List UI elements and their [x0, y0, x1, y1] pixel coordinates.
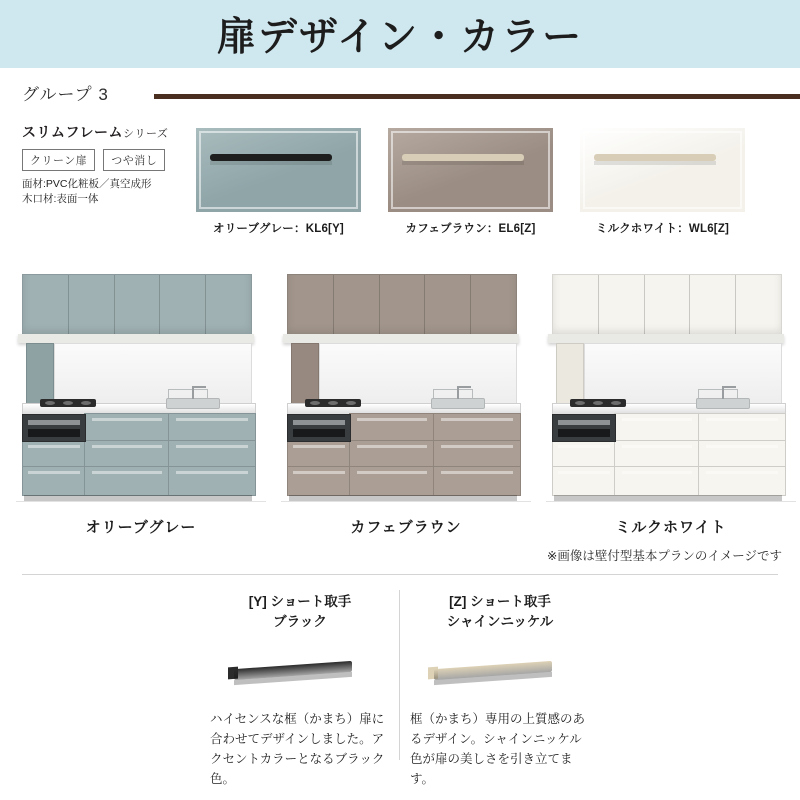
- sink-icon: [166, 398, 220, 409]
- upper-cabinet-door: [288, 275, 334, 337]
- side-board: [26, 343, 54, 407]
- oven-control-panel: [558, 420, 610, 425]
- kitchen-render-olive-gray: [16, 258, 266, 548]
- cabinet-drawer: [84, 413, 170, 442]
- door-handle-icon: [594, 154, 716, 161]
- side-board: [556, 343, 584, 407]
- door-handle-icon: [210, 154, 332, 161]
- range-hood-shelf: [548, 334, 784, 343]
- floor-line: [16, 501, 266, 502]
- cooktop-icon: [305, 399, 361, 407]
- cabinet-drawer: [614, 413, 700, 442]
- series-chip-clean-door: クリーン扉: [22, 149, 95, 171]
- group-row: [22, 80, 778, 106]
- cabinet-drawer: [84, 440, 170, 468]
- upper-cabinet-door: [690, 275, 736, 337]
- door-swatch-olive-gray: [196, 128, 361, 235]
- cabinet-drawer: [84, 466, 170, 496]
- upper-cabinet-door: [334, 275, 380, 337]
- drawer-pull: [28, 471, 80, 474]
- cabinet-drawer: [168, 440, 256, 468]
- door-panel-graphic: [388, 128, 553, 212]
- cabinet-drawer: [22, 440, 86, 468]
- faucet-icon: [457, 386, 459, 399]
- back-panel: [319, 343, 517, 407]
- kitchen-render-gallery: [12, 258, 792, 548]
- upper-cabinet-door: [115, 275, 161, 337]
- door-handle-icon: [402, 154, 524, 161]
- handle-title-line2: シャインニッケル: [446, 614, 554, 630]
- door-swatch-caption: カフェブラウン：EL6[Z]: [405, 223, 536, 235]
- cabinet-drawer: [552, 466, 616, 496]
- oven-control-panel: [293, 420, 345, 425]
- door-swatch-caption: ミルクホワイト：WL6[Z]: [595, 223, 730, 235]
- series-chip-matte: つや消し: [103, 149, 165, 171]
- oven-glass: [28, 429, 80, 437]
- handle-title: [210, 592, 390, 633]
- drawer-pull: [176, 418, 248, 421]
- drawer-pull: [558, 445, 610, 448]
- handle-description: 框（かまち）専用の上質感のあるデザイン。シャインニッケル色が扉の美しさを引き立てます。: [410, 711, 586, 786]
- floor-line: [546, 501, 796, 502]
- page-header: [0, 0, 800, 68]
- drawer-pull: [441, 418, 513, 421]
- kitchen-caption: オリーブグレー: [85, 519, 197, 536]
- page-title: 扉デザイン・カラー: [216, 16, 584, 59]
- sink-icon: [696, 398, 750, 409]
- cabinet-drawer: [287, 466, 351, 496]
- handle-title: [410, 592, 590, 633]
- cabinet-drawer: [698, 413, 786, 442]
- image-disclaimer-note: ※画像は壁付型基本プランのイメージです: [546, 549, 782, 563]
- drawer-pull: [622, 418, 693, 421]
- upper-cabinet-door: [645, 275, 691, 337]
- upper-cabinet-door: [599, 275, 645, 337]
- cabinet-drawer: [349, 440, 435, 468]
- upper-cabinets: [22, 274, 252, 338]
- built-in-oven-icon: [22, 414, 86, 442]
- series-spec: [22, 177, 222, 207]
- upper-cabinets: [552, 274, 782, 338]
- drawer-pull: [176, 445, 248, 448]
- handle-title-line1: [Y] ショート取手: [248, 594, 352, 609]
- cabinet-drawer: [287, 440, 351, 468]
- upper-cabinet-door: [553, 275, 599, 337]
- drawer-pull: [622, 445, 693, 448]
- cooktop-icon: [570, 399, 626, 407]
- oven-glass: [293, 429, 345, 437]
- drawer-pull: [357, 418, 428, 421]
- drawer-pull: [293, 471, 345, 474]
- upper-cabinet-door: [471, 275, 516, 337]
- upper-cabinet-door: [69, 275, 115, 337]
- drawer-pull: [706, 471, 778, 474]
- upper-cabinet-door: [23, 275, 69, 337]
- handle-illustration: [410, 639, 590, 703]
- drawer-pull: [92, 445, 163, 448]
- upper-cabinet-door: [380, 275, 426, 337]
- cabinet-drawer: [698, 440, 786, 468]
- section-divider: [22, 574, 778, 575]
- drawer-pull: [441, 445, 513, 448]
- cabinet-drawer: [168, 413, 256, 442]
- kitchen-render-cafe-brown: [281, 258, 531, 548]
- door-swatch-milk-white: [580, 128, 745, 235]
- handle-description: ハイセンスな框（かまち）扉に合わせてデザインしました。アクセントカラーとなるブラック色。: [210, 711, 385, 786]
- door-swatch-gallery: [196, 128, 780, 246]
- drawer-pull: [92, 418, 163, 421]
- handle-illustration: [210, 639, 390, 703]
- faucet-icon: [192, 386, 194, 399]
- floor-line: [281, 501, 531, 502]
- door-swatch-caption: オリーブグレー：KL6[Y]: [213, 223, 344, 235]
- cabinet-drawer: [552, 440, 616, 468]
- drawer-pull: [558, 471, 610, 474]
- back-panel: [584, 343, 782, 407]
- upper-cabinet-door: [736, 275, 781, 337]
- series-info: [22, 122, 222, 207]
- kitchen-illustration: [16, 258, 266, 508]
- cooktop-icon: [40, 399, 96, 407]
- series-spec-line2: 木口材:表面一体: [22, 193, 99, 206]
- cabinet-drawer: [614, 466, 700, 496]
- door-panel-graphic: [196, 128, 361, 212]
- group-divider-rule: [154, 94, 800, 99]
- upper-cabinet-door: [425, 275, 471, 337]
- built-in-oven-icon: [287, 414, 351, 442]
- handle-bar-icon: [434, 660, 552, 679]
- drawer-pull: [28, 445, 80, 448]
- series-title: [22, 122, 222, 142]
- cabinet-drawer: [349, 466, 435, 496]
- sink-icon: [431, 398, 485, 409]
- drawer-pull: [176, 471, 248, 474]
- cabinet-drawer: [168, 466, 256, 496]
- drawer-pull: [706, 445, 778, 448]
- faucet-icon: [722, 386, 724, 399]
- range-hood-shelf: [18, 334, 254, 343]
- cabinet-drawer: [22, 466, 86, 496]
- handle-title-line1: [Z] ショート取手: [449, 594, 551, 609]
- kitchen-render-milk-white: [546, 258, 796, 548]
- drawer-pull: [357, 471, 428, 474]
- oven-glass: [558, 429, 610, 437]
- cabinet-drawer: [698, 466, 786, 496]
- drawer-pull: [441, 471, 513, 474]
- handle-bar-icon: [234, 660, 352, 679]
- door-panel-graphic: [580, 128, 745, 212]
- drawer-pull: [357, 445, 428, 448]
- drawer-pull: [622, 471, 693, 474]
- upper-cabinet-door: [160, 275, 206, 337]
- series-spec-line1: 面材:PVC化粧板／真空成形: [22, 178, 152, 190]
- cabinet-drawer: [614, 440, 700, 468]
- group-label: グループ 3: [22, 85, 109, 104]
- series-chip-list: [22, 149, 222, 171]
- cabinet-drawer: [433, 466, 521, 496]
- kitchen-caption: ミルクホワイト: [615, 519, 727, 536]
- kitchen-illustration: [546, 258, 796, 508]
- handle-option-shine-nickel: [410, 592, 590, 789]
- cabinet-drawer: [433, 440, 521, 468]
- door-frame: [391, 131, 550, 209]
- upper-cabinets: [287, 274, 517, 338]
- handle-options-section: [210, 592, 630, 786]
- cabinet-drawer: [433, 413, 521, 442]
- kitchen-illustration: [281, 258, 531, 508]
- side-board: [291, 343, 319, 407]
- oven-control-panel: [28, 420, 80, 425]
- series-title-sub: シリーズ: [122, 128, 169, 140]
- kitchen-caption: カフェブラウン: [350, 519, 462, 536]
- door-frame: [199, 131, 358, 209]
- drawer-pull: [293, 445, 345, 448]
- back-panel: [54, 343, 252, 407]
- cabinet-drawer: [349, 413, 435, 442]
- handle-option-black: [210, 592, 390, 789]
- drawer-pull: [706, 418, 778, 421]
- range-hood-shelf: [283, 334, 519, 343]
- handle-title-line2: ブラック: [273, 614, 327, 630]
- drawer-pull: [92, 471, 163, 474]
- built-in-oven-icon: [552, 414, 616, 442]
- upper-cabinet-door: [206, 275, 251, 337]
- door-frame: [583, 131, 742, 209]
- series-title-main: スリムフレーム: [22, 124, 123, 140]
- door-swatch-cafe-brown: [388, 128, 553, 235]
